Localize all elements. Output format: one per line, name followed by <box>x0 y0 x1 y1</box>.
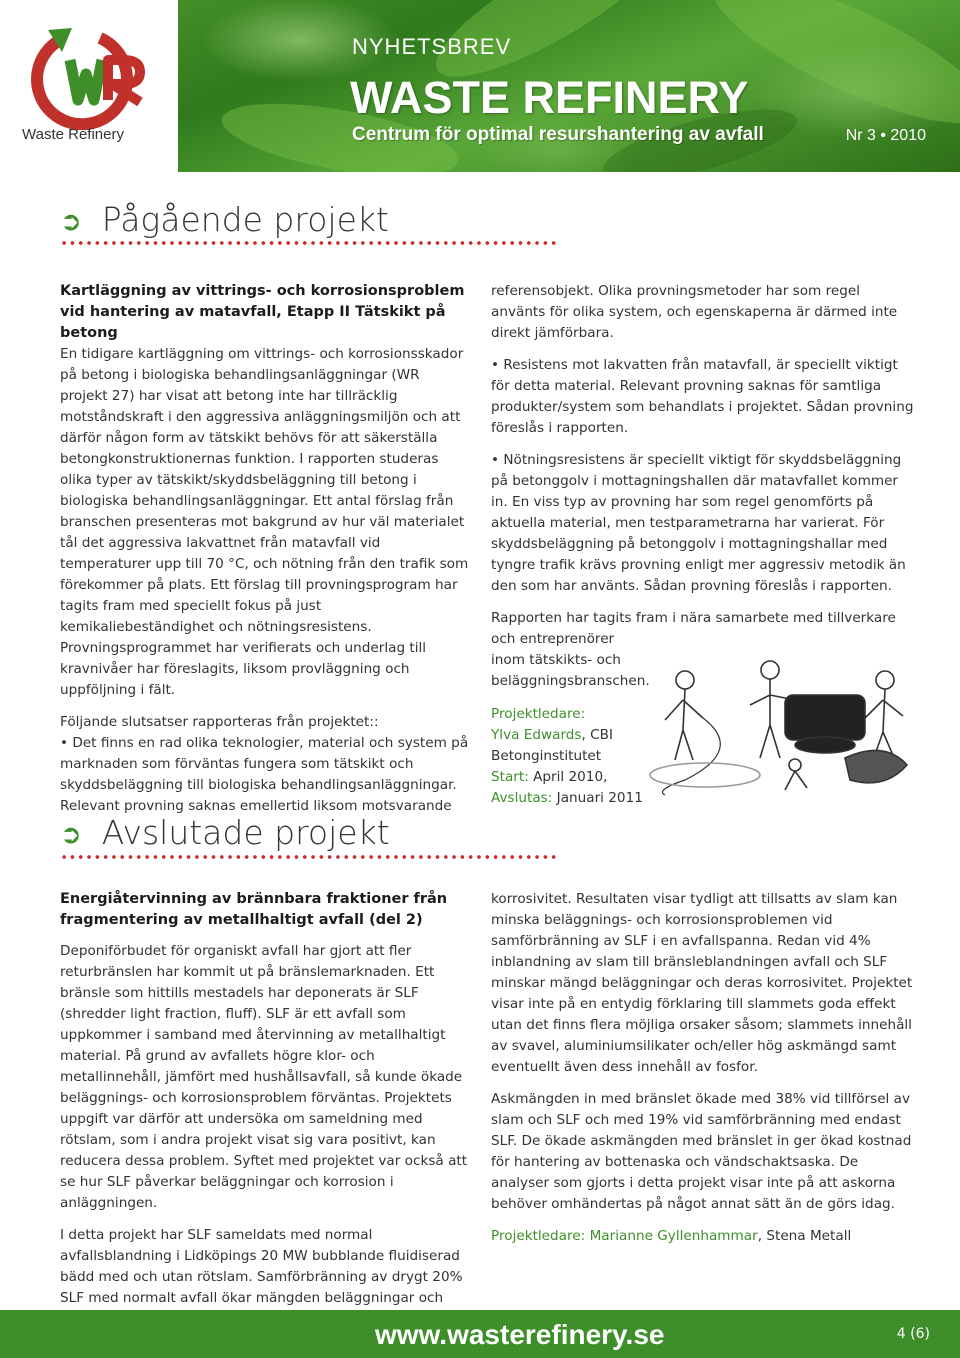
newsletter-label: NYHETSBREV <box>352 34 512 59</box>
leader-name[interactable]: Ylva Edwards <box>491 727 582 743</box>
newsletter-subtitle: Centrum för optimal resurshantering av avfall <box>352 124 764 145</box>
section-title: Avslutade projekt <box>101 813 390 852</box>
issue-number: Nr 3 • 2010 <box>845 127 926 144</box>
ongoing-left-column <box>60 281 470 828</box>
paragraph: referensobjekt. Olika provningsmetoder har som regel använts för olika system, och egenskaperna är därmed inte direkt jämförbara. <box>491 283 898 341</box>
article-title: Kartläggning av vittrings- och korrosionsproblem vid hantering av matavfall, Etapp II Tätskikt på betong <box>60 283 465 341</box>
start-value: April 2010, <box>528 769 608 785</box>
section-heading-finished <box>60 813 390 852</box>
end-label: Avslutas: <box>491 790 553 806</box>
arrow-right-icon: ➲ <box>60 819 82 850</box>
logo-text: Waste Refinery <box>22 126 124 143</box>
leader-org: , Stena Metall <box>757 1228 852 1244</box>
dotted-divider <box>60 855 558 859</box>
paragraph: I detta projekt har SLF sameldats med normal avfallsblandning i Lidköpings 20 MW bubblande fluidiserad bädd med och utan rötslam. Samförbränning av drygt 20% SLF med normalt avfall ökar mängden beläggningar och <box>60 1227 463 1306</box>
paragraph: korrosivitet. Resultaten visar tydligt att tillsatts av slam kan minska beläggnings- och korrosionsproblemen vid samförbränning av SLF i en avfallspanna. Redan vid 4% inblandning av slam till bränsleblandningen avfall och SLF minskar mängd beläggningar och deras korrosivitet. Projektet visar inte på en entydig förklaring till slammets goda effekt utan det finns flera möjliga orsaker såsom; slammets innehåll av svavel, aluminiumsilikater och/eller hög askmängd samt eventuellt även dess innehåll av fosfor. <box>491 891 913 1075</box>
text-line: och entreprenörer <box>491 631 615 647</box>
workers-illustration <box>645 640 915 800</box>
newsletter-title: WASTE REFINERY <box>350 72 749 123</box>
end-value: Januari 2011 <box>552 790 643 806</box>
dotted-divider <box>60 241 558 245</box>
leader-org: Betonginstitutet <box>491 748 602 764</box>
header-banner <box>0 0 960 172</box>
start-label: Start: <box>491 769 529 785</box>
logo <box>0 0 178 172</box>
text-line: beläggningsbranschen. <box>491 673 650 689</box>
leader-label: Projektledare: <box>491 1228 586 1244</box>
paragraph: Askmängden in med bränslet ökade med 38% vid tillförsel av slam och SLF och med 19% vid samförbränning med endast SLF. De ökade askmängden med bränslet in ger ökad kostnad för hantering av bottenaska och vändschaktsaska. De analyser som gjorts i detta projekt visar inte på att askorna behöver omhändertas på något annat sätt än de görs idag. <box>491 1091 912 1212</box>
bullet-item: • Det finns en rad olika teknologier, material och system på marknaden som förväntas fungera som tätskikt och skyddsbeläggning till biologiska behandlingsanläggningar. Relevant provning saknas emellertid liksom motsvarande <box>60 735 469 814</box>
page-number: 4 (6) <box>896 1326 930 1342</box>
text-line: inom tätskikts- och <box>491 652 621 668</box>
leader-label: Projektledare: <box>491 706 586 722</box>
paragraph: Deponiförbudet för organiskt avfall har gjort att fler returbränslen har kommit ut på bränslemarknaden. Ett bränsle som hittills mestadels har deponerats är SLF (shredder light fraction, fluff). SLF är ett avfall som uppkommer i samband med återvinning av metallhaltigt material. På grund av avfallets högre klor- och metallinnehåll, jämfört med hushållsavfall, så kunde ökade beläggnings- och korrosionsproblem förväntas. Projektets uppgift var därför att undersöka om sameldning med rötslam, som i andra projekt visat sig vara positivt, kan reducera dessa problem. Syftet med projektet var också att se hur SLF påverkar beläggningar och korrosion i anläggningen. <box>60 943 468 1211</box>
logo-mark-icon <box>0 0 178 130</box>
website-link[interactable]: www.wasterefinery.se <box>375 1319 665 1350</box>
project-info <box>491 1226 916 1247</box>
bullet-item: • Nötningsresistens är speciellt viktigt för skyddsbeläggning på betonggolv i mottagningshallen där matavfallet kommer in. En viss typ av provning har som regel genomförts på aktuella material, men testparametrarna har varierat. För skyddsbeläggning på betonggolv i mottagningshallar med tyngre trafik krävs provning enligt mer aggressiv metodik än den som har använts. Sådan provning föreslås i rapporten. <box>491 452 906 594</box>
finished-left-column <box>60 889 472 1341</box>
section-title: Pågående projekt <box>101 200 389 239</box>
article-title: Energiåtervinning av brännbara fraktioner från fragmentering av metallhaltigt avfall (del 2) <box>60 891 448 928</box>
bullet-item: • Resistens mot lakvatten från matavfall, är speciellt viktigt för detta material. Relevant provning saknas för samtliga produkter/system som behandlats i projektet. Sådan provning föreslås i rapporten. <box>491 357 914 436</box>
paragraph: Följande slutsatser rapporteras från projektet:: <box>60 714 379 730</box>
text-line: Rapporten har tagits fram i nära samarbete med tillverkare <box>491 610 896 626</box>
finished-right-column <box>491 889 916 1258</box>
section-heading-ongoing <box>60 200 389 239</box>
paragraph: En tidigare kartläggning om vittrings- och korrosionsskador på betong i biologiska behandlingsanläggningar (WR projekt 27) har visat att betong inte har tillräcklig motståndskraft i den aggressiva anläggningsmiljön och att därför någon form av tätskikt behövs för att säkerställa betongkonstruktionernas funktion. I rapporten studeras olika typer av tätskikt/skyddsbeläggning till betong i biologiska behandlingsanläggningar. Ett antal förslag från branschen presenteras mot bakgrund av hur väl materialet tål det aggressiva lakvattnet från matavfall vid temperaturer upp till 70 °C, och nötning från den trafik som förekommer på plats. Ett förslag till provningsprogram har tagits fram med speciellt fokus på just kemikaliebeständighet och nötningsresistens. Provningsprogrammet har verifierats och underlag till kravnivåer har föreslagits, liksom provläggning och uppföljning i fält. <box>60 346 469 698</box>
leader-name[interactable]: Marianne Gyllenhammar <box>589 1228 758 1244</box>
arrow-right-icon: ➲ <box>60 206 82 237</box>
leader-org: , CBI <box>581 727 613 743</box>
